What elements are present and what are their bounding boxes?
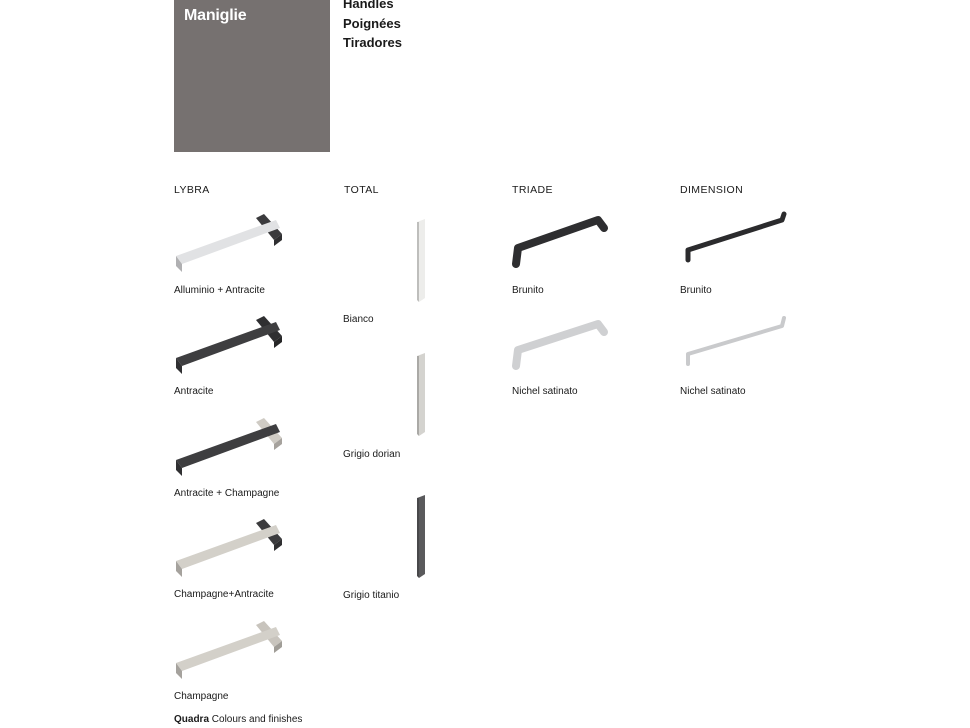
finish-caption: Champagne [174,691,229,702]
handle-lybra-champagne [172,617,288,683]
column-heading-total: TOTAL [344,184,379,196]
column-heading-lybra: LYBRA [174,184,210,196]
finish-caption: Champagne+Antracite [174,589,274,600]
finish-caption: Antracite [174,386,214,397]
column-heading-dimension: DIMENSION [680,184,744,196]
handle-dimension-brunito [680,210,790,266]
handle-triade-nichel-satinato [508,316,610,372]
handle-dimension-nichel-satinato [680,314,790,370]
handle-total-grigio-titanio [410,494,430,580]
finish-caption: Brunito [680,285,712,296]
footer-caption: Colours and finishes [211,714,303,725]
finish-caption: Grigio titanio [343,590,400,601]
title-translations [343,0,402,53]
section-title-box [174,0,330,152]
footer-series-name: Quadra [174,714,210,725]
translation-english: Handles [343,0,394,11]
page-footer [174,714,302,725]
handle-lybra-champagne-antracite [172,515,288,581]
handle-lybra-alluminio-antracite [172,210,288,276]
handle-total-grigio-dorian [410,352,430,438]
finish-caption: Nichel satinato [512,386,578,397]
finish-caption: Brunito [512,285,544,296]
finish-caption: Bianco [343,314,374,325]
handle-triade-brunito [508,212,610,268]
finish-caption: Grigio dorian [343,449,401,460]
handle-total-bianco [410,218,430,304]
section-title: Maniglie [184,7,247,24]
handle-lybra-antracite-champagne [172,414,288,480]
finish-caption: Alluminio + Antracite [174,285,265,296]
finish-caption: Nichel satinato [680,386,746,397]
finish-caption: Antracite + Champagne [174,488,280,499]
translation-spanish: Tiradores [343,35,403,50]
translation-french: Poignées [343,15,401,31]
column-heading-triade: TRIADE [512,184,553,196]
handle-lybra-antracite [172,312,288,378]
